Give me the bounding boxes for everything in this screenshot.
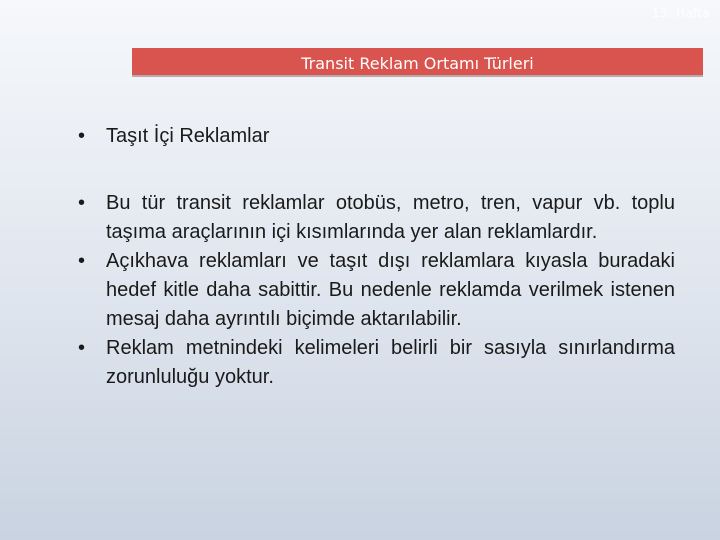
heading-bullet — [78, 122, 675, 151]
bullet-icon: • — [78, 250, 86, 272]
list-item — [78, 189, 675, 247]
list-item — [78, 334, 675, 392]
week-label: 13. Hafta — [651, 6, 710, 20]
slide-title: Transit Reklam Ortamı Türleri — [301, 53, 534, 73]
heading-text: Taşıt İçi Reklamlar — [106, 125, 270, 147]
list-item-text: Reklam metnindeki kelimeleri belirli bir sasıyla sınırlandırma zorunluluğu yoktur. — [106, 337, 675, 388]
bullet-icon: • — [78, 125, 86, 147]
list-item-text: Bu tür transit reklamlar otobüs, metro, tren, vapur vb. toplu taşıma araçlarının içi kısımlarında yer alan reklamlardır. — [106, 192, 675, 243]
bullet-list — [78, 189, 675, 392]
list-item — [78, 247, 675, 334]
slide-content — [78, 122, 675, 392]
bullet-icon: • — [78, 337, 86, 359]
list-item-text: Açıkhava reklamları ve taşıt dışı reklamlara kıyasla buradaki hedef kitle daha sabittir. Bu nedenle reklamda verilmek istenen mesaj daha ayrıntılı biçimde aktarılabilir. — [106, 250, 675, 330]
title-bar — [132, 48, 703, 77]
bullet-icon: • — [78, 192, 86, 214]
